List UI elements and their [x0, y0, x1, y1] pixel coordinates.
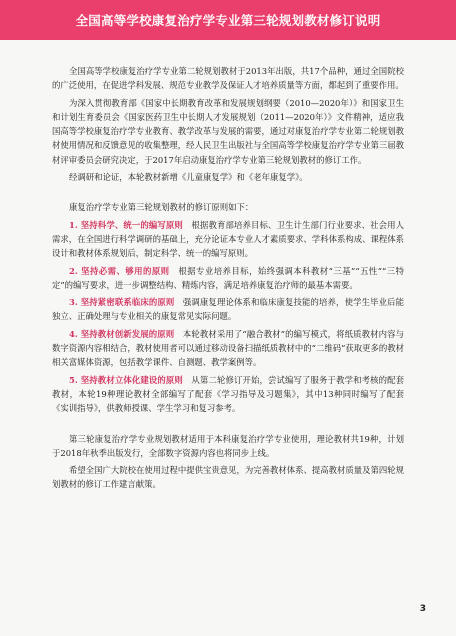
principles-intro: 康复治疗学专业第三轮规划教材的修订原则如下： — [69, 202, 254, 213]
principle-1 — [52, 218, 404, 261]
principle-4 — [52, 327, 404, 370]
principle-1-body: 根据教育部培养目标、卫生计生部门行业要求、社会用人需求，在全国进行科学调研的基础上，充分论证本专业人才素质要求、学科体系构成、课程体系设计和教材体系规划后，制定科学、统一的编写原则。 — [52, 219, 405, 259]
closing-paragraph-2: 希望全国广大院校在使用过程中提供宝贵意见，为完善教材体系、提高教材质量及第四轮规划教材的修订工作建言献策。 — [52, 465, 404, 490]
principle-5 — [52, 373, 404, 416]
principle-2-body: 根据专业培养目标，始终强调本科教材“三基”“五性”“三特定”的编写要求，进一步调整结构、精炼内容，满足培养康复治疗师的最基本需要。 — [52, 265, 404, 290]
principle-1-heading: 1. 坚持科学、统一的编写原则 — [69, 219, 183, 230]
page-number: 3 — [419, 604, 426, 614]
principle-3-heading: 3. 坚持紧密联系临床的原则 — [69, 297, 175, 308]
principle-4-body: 本轮教材采用了“融合教材”的编写模式，将纸质教材内容与数字资源内容相结合，教材使用者可以通过移动设备扫描纸质教材中的“二维码”获取更多的教材相关富媒体资源，包括教学课件、自测题、教学案例等。 — [52, 328, 405, 368]
principle-2-heading: 2. 坚持必需、够用的原则 — [69, 265, 170, 276]
closing-paragraph-1: 第三轮康复治疗学专业规划教材适用于本科康复治疗学专业使用，理论教材共19种，计划于2018年秋季出版发行，全部数字资源内容也将同步上线。 — [52, 433, 404, 458]
principle-5-heading: 5. 坚持教材立体化建设的原则 — [69, 374, 183, 385]
intro-paragraph-1: 全国高等学校康复治疗学专业第二轮规划教材于2013年出版，共17个品种，通过全国院校的广泛使用，在促进学科发展、规范专业教学及保证人才培养质量等方面，都起到了重要作用。 — [52, 66, 404, 91]
intro-paragraph-3: 经调研和论证，本轮教材新增《儿童康复学》和《老年康复学》。 — [69, 172, 308, 183]
principle-3-body: 强调康复理论体系和临床康复技能的培养，使学生毕业后能独立、正确处理与专业相关的康复常见实际问题。 — [52, 297, 404, 322]
principle-5-body: 从第二轮修订开始，尝试编写了服务于教学和考核的配套教材，本轮19种理论教材全部编写了配套《学习指导及习题集》，其中13种同时编写了配套《实训指导》，供教师授课、学生学习和复习参考。 — [52, 374, 405, 414]
page-title: 全国高等学校康复治疗学专业第三轮规划教材修订说明 — [75, 13, 381, 28]
principle-4-heading: 4. 坚持教材创新发展的原则 — [69, 328, 175, 339]
document-body — [52, 64, 404, 495]
intro-paragraph-2: 为深入贯彻教育部《国家中长期教育改革和发展规划纲要（2010—2020年）》和国家卫生和计划生育委员会《国家医药卫生中长期人才发展规划（2011—2020年）》文件精神，适应我国高等学校康复治疗学专业教育、教学改革与发展的需要，通过对康复治疗学专业第二轮规划教材使用情况和反馈意见的收集整理，经人民卫生出版社与全国高等学校康复治疗学专业第三届教材评审委员会研究决定，于2017年启动康复治疗学专业第三轮规划教材的修订工作。 — [52, 97, 404, 165]
title-banner — [0, 0, 456, 40]
principle-3 — [52, 295, 404, 324]
principle-2 — [52, 264, 404, 293]
